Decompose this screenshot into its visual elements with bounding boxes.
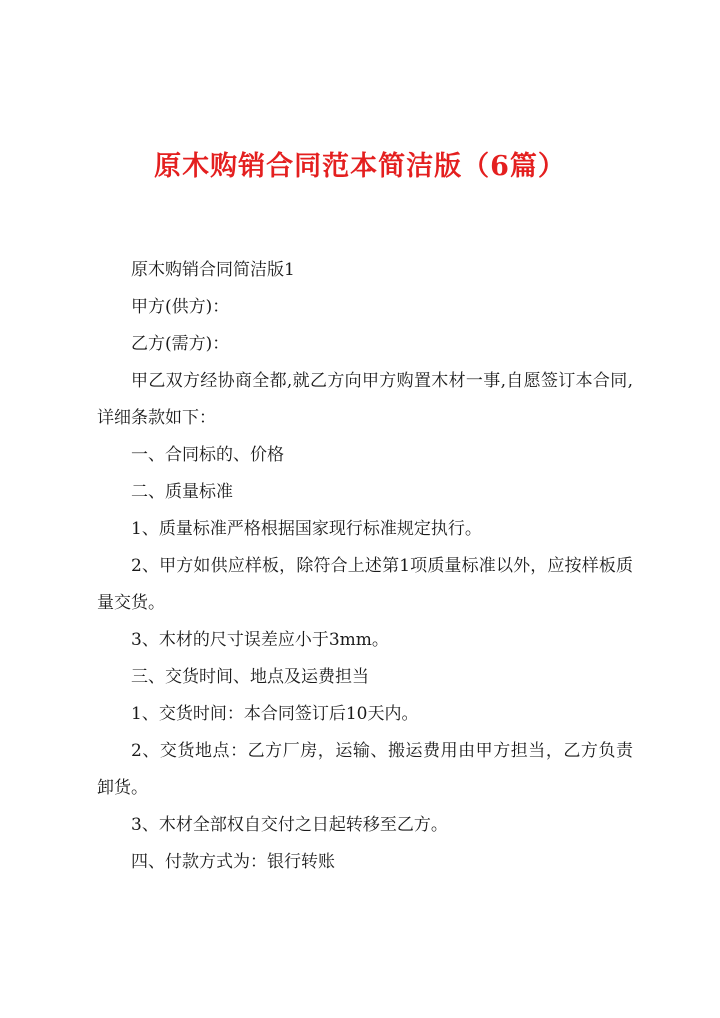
quality-clause-1: 1、质量标准严格根据国家现行标准规定执行。 (131, 519, 482, 539)
delivery-clause-1: 1、交货时间：本合同签订后10天内。 (131, 704, 419, 724)
section-heading-payment: 四、付款方式为：银行转账 (131, 852, 335, 872)
delivery-clause-3: 3、木材全部权自交付之日起转移至乙方。 (131, 815, 448, 835)
party-b-line: 乙方(需方)： (131, 334, 230, 354)
quality-clause-2: 2、甲方如供应样板，除符合上述第1项质量标准以外，应按样板质量交货。 (97, 556, 633, 613)
document-title: 原木购销合同范本简洁版（6篇） (154, 151, 566, 182)
agreement-intro: 甲乙双方经协商全都,就乙方向甲方购置木材一事,自愿签订本合同,详细条款如下： (97, 371, 633, 428)
delivery-clause-2: 2、交货地点：乙方厂房，运输、搬运费用由甲方担当，乙方负责卸货。 (97, 741, 633, 798)
party-a-line: 甲方(供方)： (131, 297, 230, 317)
section-heading-delivery: 三、交货时间、地点及运费担当 (131, 667, 369, 687)
quality-clause-3: 3、木材的尺寸误差应小于3mm。 (131, 630, 389, 650)
contract-subtitle: 原木购销合同简洁版1 (131, 260, 295, 280)
section-heading-quality: 二、质量标准 (131, 482, 233, 502)
section-heading-subject-price: 一、合同标的、价格 (131, 445, 284, 465)
document-body (97, 252, 633, 881)
